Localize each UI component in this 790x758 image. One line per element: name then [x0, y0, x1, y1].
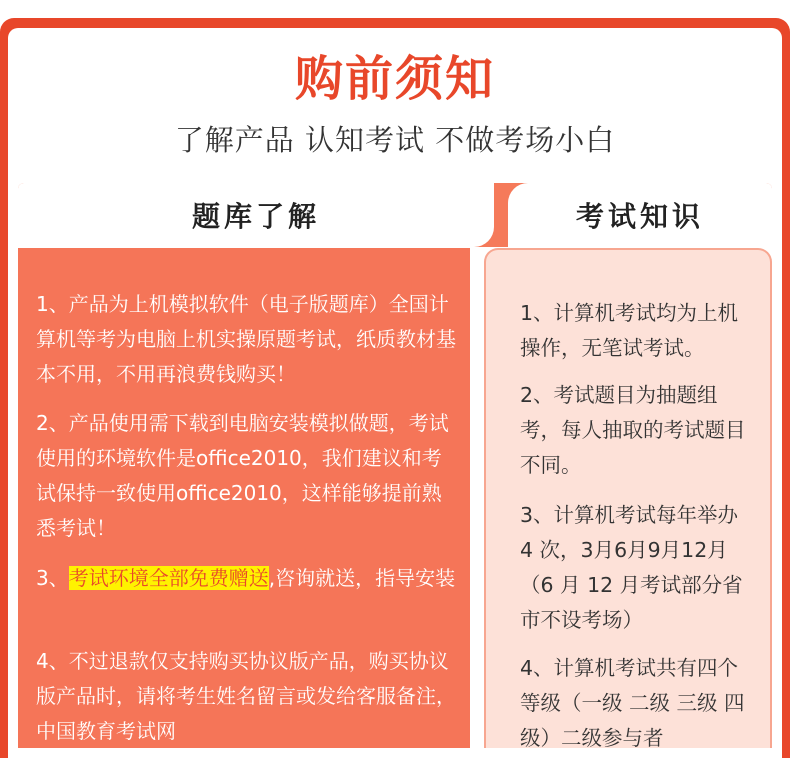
- page-subtitle: 了解产品 认知考试 不做考场小白: [174, 123, 616, 157]
- bank-item-4: 4、不过退款仅支持购买协议版产品，购买协议版产品时，请将考生姓名留言或发给客服备注，中国教育考试网: [36, 649, 456, 743]
- bank-item-3: [36, 561, 456, 596]
- exam-item-4: 4、计算机考试共有四个等级（一级 二级 三级 四级）二级参与者: [520, 656, 745, 750]
- bank-item-3-prefix: 3、: [36, 566, 69, 590]
- tab-question-bank[interactable]: 题库了解: [18, 183, 494, 247]
- bank-item-2: 2、产品使用需下载到电脑安装模拟做题，考试使用的环境软件是office2010，我们建议和考试保持一致使用office2010，这样能够提前熟悉考试！: [36, 411, 449, 540]
- page-title: 购前须知: [294, 51, 495, 107]
- bank-item-1: 1、产品为上机模拟软件（电子版题库）全国计算机等考为电脑上机实操原题考试，纸质教材基本不用，不用再浪费钱购买！: [36, 292, 456, 386]
- tab-bar: [18, 183, 772, 247]
- tab-exam-knowledge[interactable]: 考试知识: [508, 183, 772, 247]
- exam-item-1: 1、计算机考试均为上机操作，无笔试考试。: [520, 301, 739, 360]
- free-environment-highlight: 考试环境全部免费赠送: [68, 566, 269, 590]
- exam-item-2: 2、考试题目为抽题组考，每人抽取的考试题目不同。: [520, 383, 746, 477]
- exam-item-3: 3、计算机考试每年举办 4 次，3月6月9月12月（6 月 12 月考试部分省市不设考场）: [520, 503, 743, 632]
- bank-item-3-suffix: ,咨询就送，指导安装: [268, 566, 456, 590]
